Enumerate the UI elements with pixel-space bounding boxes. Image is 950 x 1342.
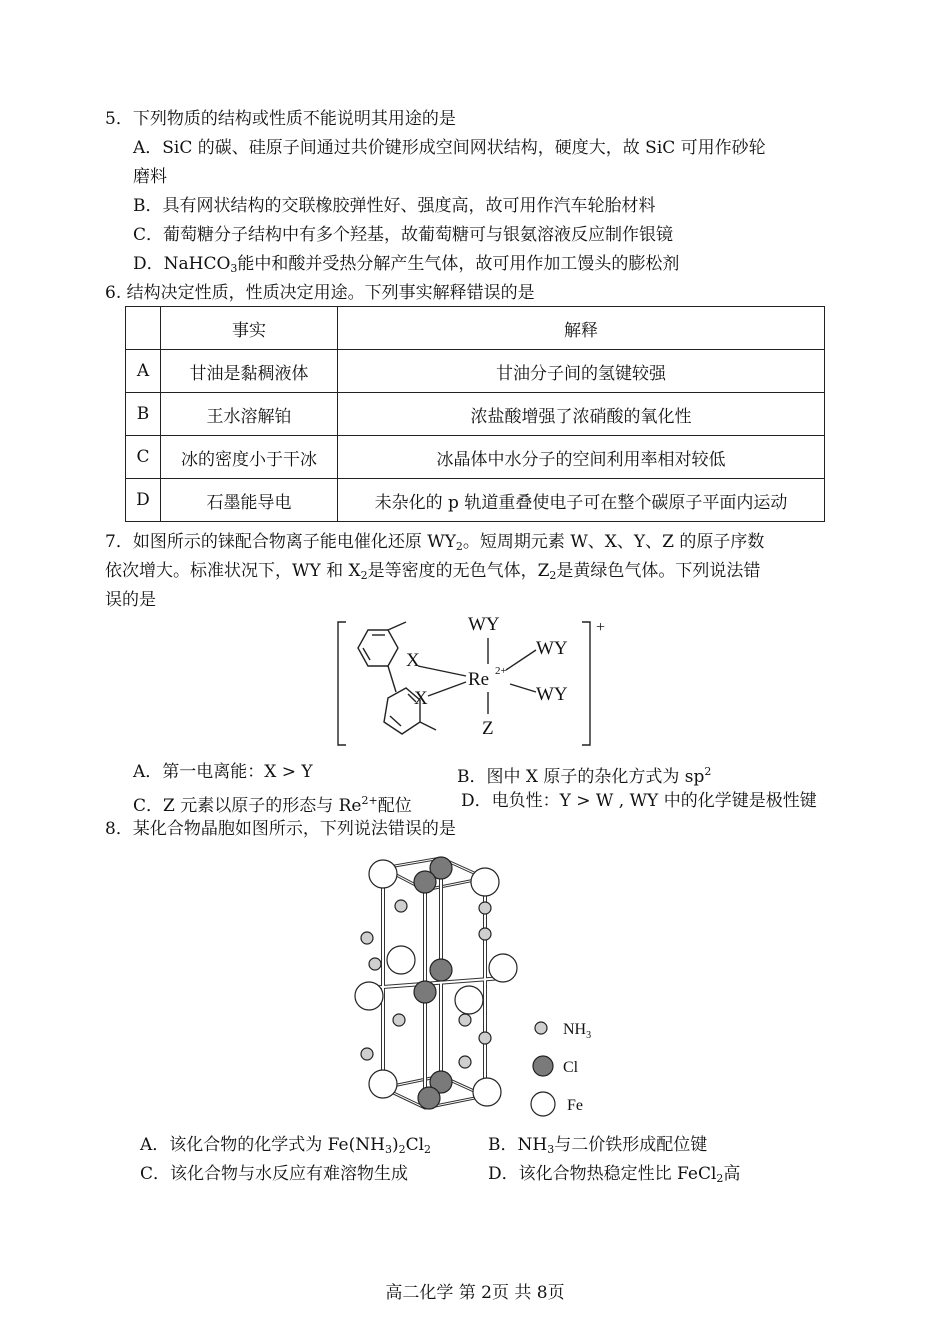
table-row	[126, 436, 825, 479]
q5-option-b: B．具有网状结构的交联橡胶弹性好、强度高，故可用作汽车轮胎材料	[133, 196, 656, 216]
q8-option-a: A．该化合物的化学式为 $Fe(NH_3)_2Cl_2$	[140, 1135, 432, 1156]
row-explanation: 浓盐酸增强了浓硝酸的氧化性	[338, 393, 825, 436]
row-fact: 石墨能导电	[161, 479, 338, 522]
q5-option-c: C．葡萄糖分子结构中有多个羟基，故葡萄糖可与银氨溶液反应制作银镜	[133, 225, 674, 245]
legend-cl-icon	[533, 1056, 553, 1076]
donor-x-2: X	[414, 688, 428, 709]
q5-option-a-line2: 磨料	[133, 167, 167, 187]
q7-option-d: D．电负性：Y > W , WY 中的化学键是极性键	[461, 791, 817, 811]
row-option: A	[126, 350, 161, 393]
ligand-right-2: WY	[536, 684, 568, 705]
metal-charge: 2+	[495, 665, 507, 677]
row-fact: 冰的密度小于干冰	[161, 436, 338, 479]
q7-stem-line2: 依次增大。标准状况下，WY 和 $X_2$是等密度的无色气体，$Z_2$是黄绿色气体。下列说法错	[105, 561, 761, 582]
legend-fe-label: Fe	[567, 1097, 583, 1114]
ion-charge: +	[596, 619, 606, 636]
header-fact: 事实	[161, 307, 338, 350]
q7-option-c: C．Z 元素以原子的形态与 $Re^{2+}$配位	[133, 794, 412, 816]
legend-nh3-icon	[535, 1022, 547, 1034]
q7-stem-line1: 7．如图所示的铼配合物离子能电催化还原 $WY_2$。短周期元素 W、X、Y、Z 的原子序数	[105, 532, 765, 553]
legend-fe-icon	[531, 1092, 555, 1116]
row-fact: 王水溶解铂	[161, 393, 338, 436]
row-option: B	[126, 393, 161, 436]
q7-option-a: A．第一电离能：X > Y	[133, 762, 313, 782]
rhenium-complex-figure	[330, 610, 630, 755]
q5-option-d: D．NaHCO$_3$能中和酸并受热分解产生气体，故可用作加工馒头的膨松剂	[133, 254, 680, 275]
row-explanation: 甘油分子间的氢键较强	[338, 350, 825, 393]
q8-option-c: C．该化合物与水反应有难溶物生成	[140, 1164, 409, 1184]
q7-option-b: B．图中 X 原子的杂化方式为 $sp^2$	[457, 765, 712, 787]
row-explanation: 冰晶体中水分子的空间利用率相对较低	[338, 436, 825, 479]
q6-table	[125, 306, 825, 522]
crystal-cell-figure	[345, 848, 615, 1123]
q8-stem: 8．某化合物晶胞如图所示，下列说法错误的是	[105, 819, 456, 839]
row-option: C	[126, 436, 161, 479]
donor-x-1: X	[406, 650, 420, 671]
page-footer: 高二化学 第 2页 共 8页	[385, 1283, 565, 1303]
q6-stem: 6. 结构决定性质，性质决定用途。下列事实解释错误的是	[105, 283, 535, 303]
ligand-right-1: WY	[536, 638, 568, 659]
q8-option-b: B．$NH_3$与二价铁形成配位键	[488, 1135, 708, 1156]
table-row	[126, 479, 825, 522]
table-row	[126, 393, 825, 436]
table-row	[126, 350, 825, 393]
q8-option-d: D．该化合物热稳定性比 FeCl$_2$高	[488, 1164, 741, 1185]
ligand-top: WY	[468, 614, 500, 635]
metal-center: Re	[468, 669, 490, 690]
row-option: D	[126, 479, 161, 522]
q5-stem: 5．下列物质的结构或性质不能说明其用途的是	[105, 109, 456, 129]
row-explanation: 未杂化的 p 轨道重叠使电子可在整个碳原子平面内运动	[338, 479, 825, 522]
q7-stem-line3: 误的是	[105, 590, 156, 610]
header-explanation: 解释	[338, 307, 825, 350]
q5-option-a-line1: A．SiC 的碳、硅原子间通过共价键形成空间网状结构，硬度大，故 SiC 可用作砂轮	[133, 138, 766, 158]
ligand-bottom: Z	[482, 718, 494, 739]
row-fact: 甘油是黏稠液体	[161, 350, 338, 393]
legend-nh3-label: $NH_3$	[563, 1021, 592, 1041]
legend-cl-label: Cl	[563, 1059, 579, 1076]
table-header-row	[126, 307, 825, 350]
